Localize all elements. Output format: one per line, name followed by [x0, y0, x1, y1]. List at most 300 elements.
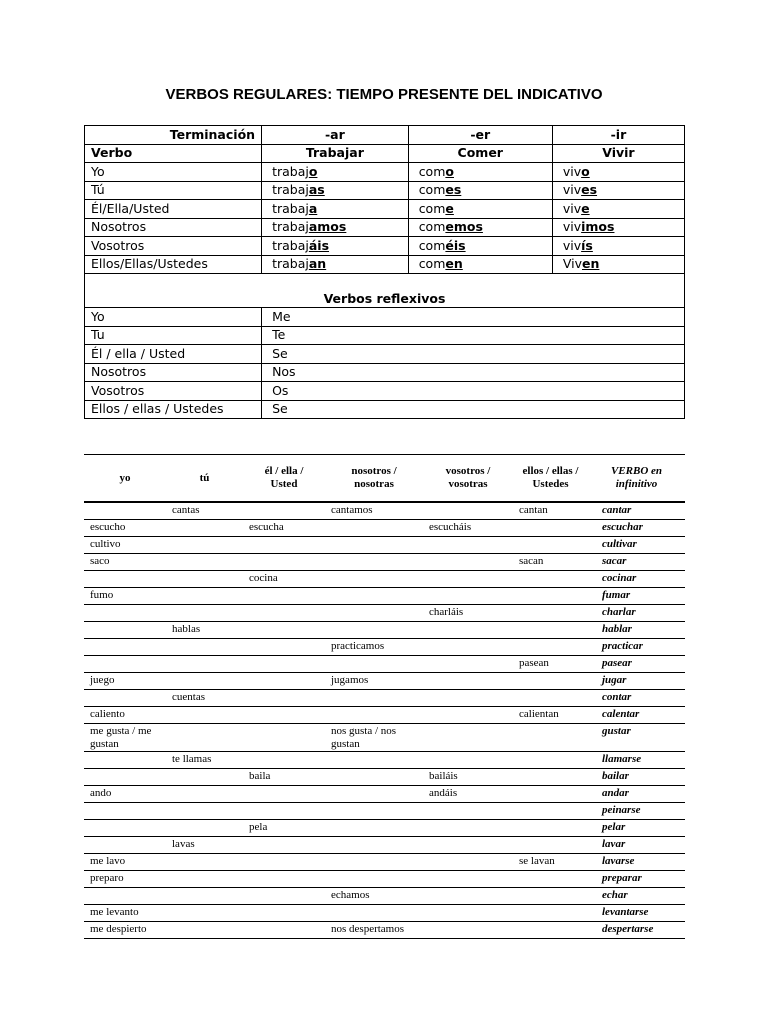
exercise-header-row [84, 455, 685, 503]
exercise-cell-yo: me lavo [84, 854, 166, 871]
pronoun-cell: Yo [85, 308, 262, 327]
exercise-cell-yo [84, 820, 166, 837]
conjugation-cell-ar [262, 200, 409, 219]
exercise-row [84, 724, 685, 752]
exercise-cell-el [243, 871, 325, 888]
conjugation-cell-ir [552, 181, 684, 200]
exercise-cell-ellos [513, 690, 588, 707]
exercise-cell-vos [423, 588, 513, 605]
exercise-cell-inf: lavar [588, 837, 685, 854]
pronoun-cell: Ellos / ellas / Ustedes [85, 400, 262, 419]
header-comer: Comer [408, 144, 552, 163]
exercise-cell-nos [325, 588, 423, 605]
exercise-row [84, 905, 685, 922]
exercise-cell-ellos [513, 786, 588, 803]
exercise-cell-vos [423, 871, 513, 888]
exercise-cell-vos: escucháis [423, 520, 513, 537]
exercise-row [84, 502, 685, 520]
exercise-cell-vos [423, 673, 513, 690]
exercise-cell-vos [423, 554, 513, 571]
exercise-cell-vos: andáis [423, 786, 513, 803]
exercise-cell-inf: cultivar [588, 537, 685, 554]
header-infinitive: VERBO en infinitivo [588, 455, 685, 503]
exercise-row [84, 690, 685, 707]
exercise-cell-inf: fumar [588, 588, 685, 605]
conjugation-cell-ar [262, 237, 409, 256]
exercise-cell-inf: cocinar [588, 571, 685, 588]
verb-ending: éis [445, 237, 466, 253]
exercise-row [84, 554, 685, 571]
exercise-cell-inf: sacar [588, 554, 685, 571]
verb-stem: trabaj [272, 163, 309, 179]
exercise-row [84, 769, 685, 786]
exercise-row [84, 656, 685, 673]
conjugation-cell-er [408, 181, 552, 200]
exercise-cell-ellos [513, 588, 588, 605]
exercise-cell-tu [166, 803, 243, 820]
exercise-row [84, 605, 685, 622]
exercise-cell-vos [423, 854, 513, 871]
exercise-row [84, 639, 685, 656]
reflexive-pronoun-cell: Nos [262, 363, 685, 382]
exercise-row [84, 820, 685, 837]
exercise-cell-tu [166, 769, 243, 786]
exercise-cell-nos [325, 837, 423, 854]
reflexive-row [85, 400, 685, 419]
exercise-cell-vos [423, 752, 513, 769]
termination-header-row [85, 126, 685, 145]
exercise-cell-nos: nos gusta / nos gustan [325, 724, 423, 752]
conjugation-cell-ir [552, 163, 684, 182]
header-tu: tú [166, 455, 243, 503]
exercise-cell-el [243, 673, 325, 690]
exercise-cell-tu: cuentas [166, 690, 243, 707]
exercise-cell-el [243, 622, 325, 639]
exercise-cell-yo [84, 571, 166, 588]
exercise-cell-ellos [513, 871, 588, 888]
exercise-cell-ellos [513, 803, 588, 820]
exercise-cell-yo [84, 502, 166, 520]
exercise-cell-ellos [513, 605, 588, 622]
reflexive-header-row [85, 290, 685, 308]
exercise-cell-yo: preparo [84, 871, 166, 888]
exercise-cell-inf: hablar [588, 622, 685, 639]
exercise-cell-el: escucha [243, 520, 325, 537]
exercise-table-wrapper [84, 454, 685, 939]
exercise-cell-nos [325, 871, 423, 888]
exercise-cell-vos [423, 837, 513, 854]
exercise-cell-tu: lavas [166, 837, 243, 854]
exercise-cell-yo: escucho [84, 520, 166, 537]
verb-ending: imos [581, 219, 615, 235]
exercise-row [84, 622, 685, 639]
exercise-cell-inf: andar [588, 786, 685, 803]
exercise-cell-yo [84, 837, 166, 854]
verb-ending: es [445, 182, 462, 198]
exercise-cell-tu: cantas [166, 502, 243, 520]
exercise-cell-ellos: pasean [513, 656, 588, 673]
exercise-row [84, 673, 685, 690]
pronoun-cell: Ellos/Ellas/Ustedes [85, 255, 262, 274]
exercise-cell-tu [166, 707, 243, 724]
pronoun-cell: Él/Ella/Usted [85, 200, 262, 219]
exercise-cell-vos [423, 922, 513, 939]
reflexive-pronoun-cell: Me [262, 308, 685, 327]
exercise-cell-vos [423, 724, 513, 752]
reflexive-row [85, 382, 685, 401]
verb-ending: o [581, 163, 590, 179]
exercise-cell-vos [423, 690, 513, 707]
exercise-cell-yo: ando [84, 786, 166, 803]
pronoun-cell: Vosotros [85, 237, 262, 256]
verb-ending: e [445, 200, 454, 216]
exercise-cell-vos [423, 820, 513, 837]
reflexive-pronoun-cell: Se [262, 400, 685, 419]
exercise-cell-vos [423, 905, 513, 922]
reflexive-pronoun-cell: Se [262, 345, 685, 364]
exercise-cell-ellos: se lavan [513, 854, 588, 871]
header-nosotros: nosotros / nosotras [325, 455, 423, 503]
exercise-cell-nos [325, 820, 423, 837]
conjugation-cell-ar [262, 255, 409, 274]
exercise-cell-el [243, 724, 325, 752]
exercise-row [84, 571, 685, 588]
verb-ending: ís [581, 237, 593, 253]
exercise-cell-nos [325, 854, 423, 871]
exercise-cell-tu [166, 673, 243, 690]
exercise-cell-tu [166, 724, 243, 752]
exercise-cell-nos: jugamos [325, 673, 423, 690]
exercise-cell-vos [423, 639, 513, 656]
header-trabajar: Trabajar [262, 144, 409, 163]
exercise-cell-vos [423, 888, 513, 905]
verb-ending: amos [308, 219, 347, 235]
verb-stem: viv [562, 219, 582, 235]
exercise-cell-el [243, 690, 325, 707]
exercise-cell-nos [325, 520, 423, 537]
exercise-cell-ellos [513, 673, 588, 690]
exercise-cell-yo: caliento [84, 707, 166, 724]
exercise-cell-tu [166, 537, 243, 554]
exercise-cell-inf: cantar [588, 502, 685, 520]
verb-ending: en [582, 256, 600, 272]
exercise-cell-vos [423, 571, 513, 588]
verb-ending: áis [308, 237, 330, 253]
exercise-cell-inf: pasear [588, 656, 685, 673]
exercise-cell-inf: practicar [588, 639, 685, 656]
exercise-cell-yo: fumo [84, 588, 166, 605]
exercise-cell-inf: calentar [588, 707, 685, 724]
conjugation-cell-ir [552, 255, 684, 274]
exercise-cell-vos [423, 537, 513, 554]
exercise-cell-nos [325, 769, 423, 786]
exercise-cell-el [243, 786, 325, 803]
reflexive-row [85, 326, 685, 345]
exercise-cell-yo: me levanto [84, 905, 166, 922]
exercise-cell-inf: echar [588, 888, 685, 905]
header-vosotros: vosotros / vosotras [423, 455, 513, 503]
exercise-cell-tu [166, 520, 243, 537]
reflexive-row [85, 363, 685, 382]
exercise-cell-inf: charlar [588, 605, 685, 622]
exercise-cell-tu [166, 571, 243, 588]
conjugation-cell-er [408, 200, 552, 219]
page-title: VERBOS REGULARES: TIEMPO PRESENTE DEL INDICATIVO [165, 86, 603, 103]
exercise-cell-el [243, 837, 325, 854]
exercise-cell-nos [325, 656, 423, 673]
exercise-cell-ellos [513, 820, 588, 837]
verb-ending: an [308, 256, 327, 272]
exercise-cell-yo [84, 605, 166, 622]
exercise-cell-yo [84, 690, 166, 707]
exercise-row [84, 537, 685, 554]
exercise-cell-nos: cantamos [325, 502, 423, 520]
conjugation-cell-ir [552, 200, 684, 219]
exercise-cell-nos [325, 622, 423, 639]
verb-stem: trabaj [272, 219, 309, 235]
conjugation-cell-er [408, 163, 552, 182]
exercise-cell-tu [166, 554, 243, 571]
verb-stem: viv [562, 237, 582, 253]
exercise-cell-nos: echamos [325, 888, 423, 905]
verb-ending: o [308, 163, 318, 179]
exercise-cell-nos [325, 752, 423, 769]
exercise-cell-yo [84, 656, 166, 673]
verb-stem: com [418, 163, 446, 179]
exercise-cell-yo: juego [84, 673, 166, 690]
exercise-cell-el [243, 639, 325, 656]
exercise-cell-vos: charláis [423, 605, 513, 622]
verb-stem: com [418, 237, 446, 253]
exercise-row [84, 888, 685, 905]
exercise-cell-tu [166, 656, 243, 673]
pronoun-cell: Vosotros [85, 382, 262, 401]
verb-stem: trabaj [272, 200, 309, 216]
exercise-cell-inf: gustar [588, 724, 685, 752]
exercise-cell-inf: despertarse [588, 922, 685, 939]
exercise-cell-el [243, 588, 325, 605]
exercise-cell-ellos [513, 571, 588, 588]
reflexive-title: Verbos reflexivos [85, 290, 685, 308]
conjugation-cell-er [408, 218, 552, 237]
pronoun-cell: Nosotros [85, 363, 262, 382]
pronoun-cell: Él / ella / Usted [85, 345, 262, 364]
exercise-cell-ellos: calientan [513, 707, 588, 724]
conjugation-cell-ar [262, 181, 409, 200]
exercise-cell-yo [84, 639, 166, 656]
conjugation-table [84, 125, 685, 419]
exercise-cell-tu [166, 820, 243, 837]
conjugation-row [85, 181, 685, 200]
exercise-cell-tu: hablas [166, 622, 243, 639]
header-ar: -ar [262, 126, 409, 145]
pronoun-cell: Yo [85, 163, 262, 182]
header-termination: Terminación [85, 126, 262, 145]
exercise-cell-el: baila [243, 769, 325, 786]
conjugation-row [85, 200, 685, 219]
verb-ending: emos [445, 219, 483, 235]
exercise-cell-ellos [513, 752, 588, 769]
reflexive-row [85, 345, 685, 364]
spacer-row [85, 274, 685, 291]
exercise-cell-ellos [513, 837, 588, 854]
exercise-cell-tu [166, 854, 243, 871]
verb-ending: en [445, 256, 463, 272]
verb-ending: o [445, 163, 454, 179]
exercise-cell-yo [84, 888, 166, 905]
exercise-row [84, 837, 685, 854]
conjugation-row [85, 218, 685, 237]
exercise-row [84, 588, 685, 605]
verb-ending: es [581, 182, 598, 198]
exercise-row [84, 871, 685, 888]
exercise-cell-vos [423, 707, 513, 724]
exercise-cell-inf: levantarse [588, 905, 685, 922]
conjugation-cell-ar [262, 218, 409, 237]
verb-header-row [85, 144, 685, 163]
header-yo: yo [84, 455, 166, 503]
exercise-cell-inf: jugar [588, 673, 685, 690]
exercise-cell-inf: peinarse [588, 803, 685, 820]
exercise-cell-el [243, 905, 325, 922]
verb-stem: com [418, 256, 446, 272]
exercise-cell-nos [325, 690, 423, 707]
verb-stem: trabaj [272, 182, 309, 198]
verb-stem: trabaj [272, 237, 309, 253]
exercise-cell-ellos [513, 520, 588, 537]
exercise-cell-ellos [513, 724, 588, 752]
verb-ending: e [581, 200, 590, 216]
spacer-cell [85, 274, 685, 291]
reflexive-row [85, 308, 685, 327]
exercise-row [84, 752, 685, 769]
conjugation-cell-ir [552, 237, 684, 256]
exercise-cell-el [243, 537, 325, 554]
exercise-cell-tu [166, 786, 243, 803]
exercise-cell-ellos [513, 622, 588, 639]
exercise-cell-ellos [513, 537, 588, 554]
exercise-cell-inf: escuchar [588, 520, 685, 537]
exercise-table [84, 454, 685, 939]
verb-stem: viv [562, 200, 582, 216]
exercise-cell-el [243, 803, 325, 820]
exercise-cell-vos: bailáis [423, 769, 513, 786]
header-ir: -ir [552, 126, 684, 145]
exercise-row [84, 520, 685, 537]
exercise-cell-tu [166, 871, 243, 888]
exercise-cell-nos [325, 571, 423, 588]
exercise-cell-nos: practicamos [325, 639, 423, 656]
exercise-cell-el [243, 656, 325, 673]
verb-stem: com [418, 219, 446, 235]
exercise-cell-inf: bailar [588, 769, 685, 786]
exercise-cell-tu [166, 905, 243, 922]
exercise-cell-yo: me gusta / me gustan [84, 724, 166, 752]
exercise-cell-tu [166, 888, 243, 905]
verb-stem: Viv [562, 256, 582, 272]
exercise-cell-el [243, 605, 325, 622]
exercise-cell-ellos [513, 639, 588, 656]
exercise-cell-el [243, 752, 325, 769]
header-verbo: Verbo [85, 144, 262, 163]
exercise-cell-el [243, 502, 325, 520]
exercise-row [84, 922, 685, 939]
exercise-cell-yo [84, 622, 166, 639]
verb-ending: a [308, 200, 318, 216]
exercise-cell-nos: nos despertamos [325, 922, 423, 939]
verb-ending: as [308, 182, 325, 198]
conjugation-row [85, 255, 685, 274]
exercise-cell-inf: lavarse [588, 854, 685, 871]
exercise-row [84, 803, 685, 820]
exercise-cell-el: cocina [243, 571, 325, 588]
conjugation-row [85, 237, 685, 256]
exercise-cell-yo: cultivo [84, 537, 166, 554]
exercise-cell-inf: pelar [588, 820, 685, 837]
verb-stem: com [418, 182, 446, 198]
exercise-cell-nos [325, 537, 423, 554]
exercise-row [84, 854, 685, 871]
exercise-cell-inf: contar [588, 690, 685, 707]
exercise-cell-el [243, 707, 325, 724]
exercise-cell-tu [166, 639, 243, 656]
exercise-row [84, 786, 685, 803]
exercise-cell-tu [166, 588, 243, 605]
exercise-cell-nos [325, 707, 423, 724]
header-er: -er [408, 126, 552, 145]
exercise-cell-ellos [513, 922, 588, 939]
conjugation-cell-ar [262, 163, 409, 182]
exercise-cell-yo: saco [84, 554, 166, 571]
exercise-cell-vos [423, 803, 513, 820]
exercise-cell-ellos [513, 905, 588, 922]
exercise-cell-ellos: cantan [513, 502, 588, 520]
exercise-cell-ellos [513, 888, 588, 905]
exercise-cell-inf: llamarse [588, 752, 685, 769]
exercise-cell-el: pela [243, 820, 325, 837]
conjugation-cell-ir [552, 218, 684, 237]
exercise-cell-tu [166, 922, 243, 939]
header-el: él / ella / Usted [243, 455, 325, 503]
verb-stem: trabaj [272, 256, 309, 272]
exercise-cell-yo [84, 803, 166, 820]
pronoun-cell: Nosotros [85, 218, 262, 237]
pronoun-cell: Tu [85, 326, 262, 345]
exercise-cell-el [243, 854, 325, 871]
conjugation-cell-er [408, 255, 552, 274]
exercise-cell-ellos: sacan [513, 554, 588, 571]
exercise-cell-tu [166, 605, 243, 622]
conjugation-cell-er [408, 237, 552, 256]
verb-stem: viv [562, 163, 582, 179]
pronoun-cell: Tú [85, 181, 262, 200]
exercise-cell-yo [84, 769, 166, 786]
exercise-cell-inf: preparar [588, 871, 685, 888]
exercise-cell-vos [423, 656, 513, 673]
exercise-cell-el [243, 554, 325, 571]
conjugation-row [85, 163, 685, 182]
header-vivir: Vivir [552, 144, 684, 163]
exercise-cell-el [243, 888, 325, 905]
reflexive-pronoun-cell: Te [262, 326, 685, 345]
exercise-cell-vos [423, 622, 513, 639]
exercise-row [84, 707, 685, 724]
verb-stem: viv [562, 182, 582, 198]
exercise-cell-yo [84, 752, 166, 769]
exercise-cell-ellos [513, 769, 588, 786]
exercise-cell-nos [325, 786, 423, 803]
exercise-cell-nos [325, 605, 423, 622]
